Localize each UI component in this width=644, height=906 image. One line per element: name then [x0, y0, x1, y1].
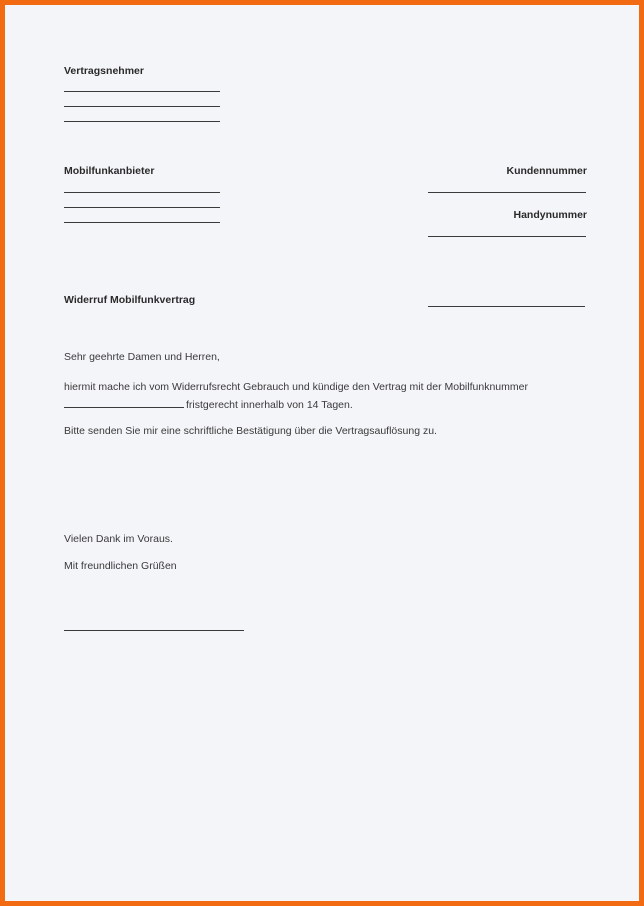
contractor-line-2[interactable]: [64, 106, 220, 107]
subject-label: Widerruf Mobilfunkvertrag: [64, 294, 196, 306]
contractor-label: Vertragsnehmer: [64, 65, 144, 77]
mobile-number-blank[interactable]: [64, 397, 184, 408]
provider-label: Mobilfunkanbieter: [64, 165, 155, 177]
letter-line-2-text: fristgerecht innerhalb von 14 Tagen.: [186, 399, 353, 411]
closing-text: Mit freundlichen Grüßen: [64, 560, 177, 572]
thanks-text: Vielen Dank im Voraus.: [64, 533, 173, 545]
customer-number-label: Kundennummer: [506, 165, 587, 177]
customer-number-line[interactable]: [428, 192, 586, 193]
phone-number-line[interactable]: [428, 236, 586, 237]
date-line[interactable]: [428, 306, 585, 307]
salutation: Sehr geehrte Damen und Herren,: [64, 351, 220, 363]
provider-line-2[interactable]: [64, 207, 220, 208]
contractor-line-1[interactable]: [64, 91, 220, 92]
letter-line-1: hiermit mache ich vom Widerrufsrecht Gebrauch und kündige den Vertrag mit der Mobilfunknummer: [64, 381, 528, 393]
provider-line-1[interactable]: [64, 192, 220, 193]
letter-line-2: [64, 397, 353, 412]
contractor-line-3[interactable]: [64, 121, 220, 122]
provider-line-3[interactable]: [64, 222, 220, 223]
letter-line-3: Bitte senden Sie mir eine schriftliche Bestätigung über die Vertragsauflösung zu.: [64, 425, 437, 437]
signature-line[interactable]: [64, 630, 244, 631]
phone-number-label: Handynummer: [513, 209, 587, 221]
